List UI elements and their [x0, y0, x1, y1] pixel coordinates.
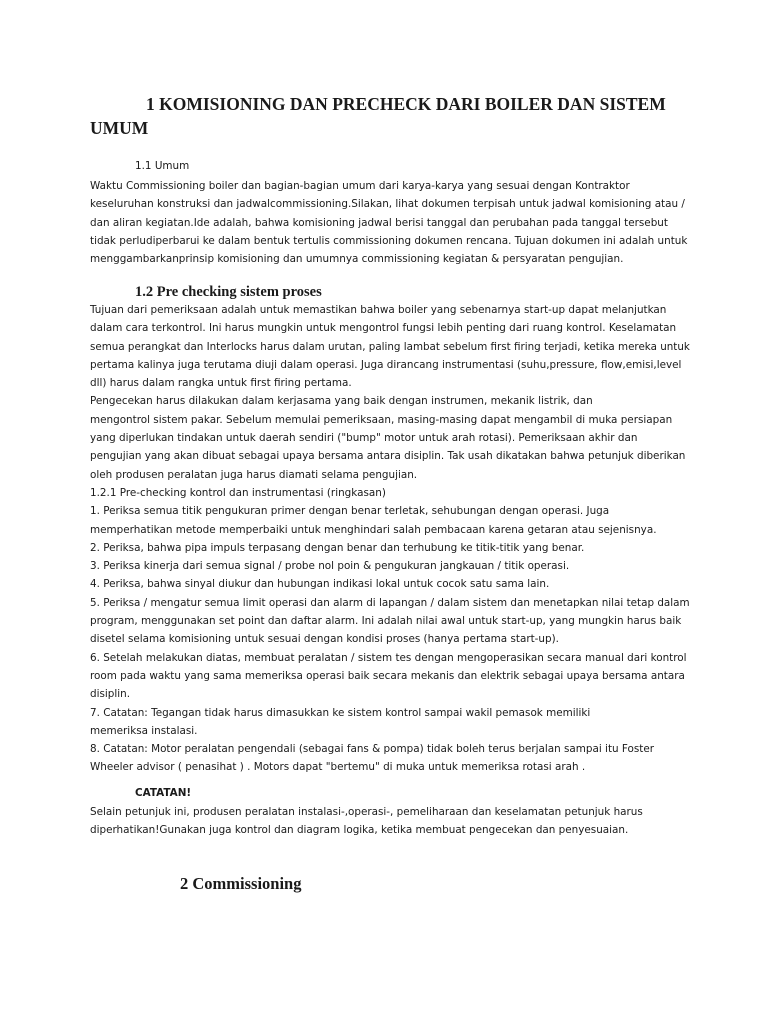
list-item: 6. Setelah melakukan diatas, membuat peralatan / sistem tes dengan mengoperasikan secara manual dari kontrol: [90, 651, 687, 664]
list-item: memeriksa instalasi.: [90, 724, 198, 737]
paragraph-line: yang diperlukan tindakan untuk daerah sendiri ("bump" motor untuk arah rotasi). Pemeriksaan akhir dan: [90, 432, 638, 445]
paragraph-line: dan aliran kegiatan.Ide adalah, bahwa komisioning jadwal berisi tanggal dan perubahan pada tanggal tersebut: [90, 216, 668, 229]
paragraph-line: Pengecekan harus dilakukan dalam kerjasama yang baik dengan instrumen, mekanik listrik, dan: [90, 395, 593, 408]
list-item: Wheeler advisor ( penasihat ) . Motors dapat "bertemu" di muka untuk memeriksa rotasi arah .: [90, 761, 586, 774]
list-item: room pada waktu yang sama memeriksa operasi baik secara mekanis dan elektrik sebagai upaya bersama antara: [90, 669, 685, 682]
paragraph-line: Selain petunjuk ini, produsen peralatan instalasi-,operasi-, pemeliharaan dan keselamatan petunjuk harus: [90, 806, 643, 818]
list-item: 1. Periksa semua titik pengukuran primer dengan benar terletak, sehubungan dengan operasi. Juga: [90, 505, 610, 518]
paragraph-line: diperhatikan!Gunakan juga kontrol dan diagram logika, ketika membuat pengecekan dan penyesuaian.: [90, 824, 629, 837]
paragraph-line: oleh produsen peralatan juga harus diamati selama pengujian.: [90, 468, 418, 481]
paragraph-line: tidak perludiperbarui ke dalam bentuk tertulis commissioning dokumen rencana. Tujuan dokumen ini adalah untuk: [90, 234, 688, 247]
document-title: 1 KOMISIONING DAN PRECHECK DARI BOILER DAN SISTEM UMUM: [90, 94, 666, 138]
list-item: 8. Catatan: Motor peralatan pengendali (sebagai fans & pompa) tidak boleh terus berjalan sampai itu Foster: [90, 743, 655, 756]
section-1-2-body: [90, 301, 690, 777]
paragraph-line: keseluruhan konstruksi dan jadwalcommissioning.Silakan, lihat dokumen terpisah untuk jadwal komisioning atau /: [90, 198, 685, 211]
catatan-heading: CATATAN!: [135, 787, 192, 799]
list-item: 7. Catatan: Tegangan tidak harus dimasukkan ke sistem kontrol sampai wakil pemasok memiliki: [90, 706, 591, 719]
list-item: disiplin.: [90, 688, 131, 701]
catatan-body: [90, 803, 690, 840]
section-1-2-heading: 1.2 Pre checking sistem proses: [135, 284, 322, 300]
paragraph-line: semua perangkat dan Interlocks harus dalam urutan, paling lambat sebelum first firing terjadi, ketika mereka untuk: [90, 340, 690, 353]
section-2-heading: 2 Commissioning: [180, 874, 302, 893]
paragraph-line: Tujuan dari pemeriksaan adalah untuk memastikan bahwa boiler yang sebenarnya start-up dapat melanjutkan: [90, 304, 667, 316]
subsection-heading: 1.2.1 Pre-checking kontrol dan instrumentasi (ringkasan): [90, 486, 386, 499]
list-item: memperhatikan metode memperbaiki untuk menghindari salah pembacaan karena getaran atau sejenisnya.: [90, 523, 657, 536]
section-1-1-body: [90, 177, 690, 268]
paragraph-line: menggambarkanprinsip komisioning dan umumnya commissioning kegiatan & persyaratan pengujian.: [90, 253, 624, 266]
list-item: 5. Periksa / mengatur semua limit operasi dan alarm di lapangan / dalam sistem dan menetapkan nilai tetap dalam: [90, 596, 690, 609]
list-item: 3. Periksa kinerja dari semua signal / probe nol poin & pengukuran jangkauan / titik operasi.: [90, 560, 570, 573]
section-1-1-heading: 1.1 Umum: [135, 160, 190, 172]
paragraph-line: dll) harus dalam rangka untuk first firing pertama.: [90, 377, 352, 390]
paragraph-line: pertama kalinya juga terutama diuji dalam operasi. Juga dirancang instrumentasi (suhu,pressure, flow,emisi,level: [90, 358, 682, 371]
list-item: disetel selama komisioning untuk sesuai dengan kondisi proses (hanya pertama start-up).: [90, 633, 559, 646]
paragraph-line: pengujian yang akan dibuat sebagai upaya bersama antara disiplin. Tak usah dikatakan bahwa petunjuk diberikan: [90, 450, 686, 463]
paragraph-line: Waktu Commissioning boiler dan bagian-bagian umum dari karya-karya yang sesuai dengan Kontraktor: [90, 180, 630, 192]
list-item: program, menggunakan set point dan daftar alarm. Ini adalah nilai awal untuk start-up, yang mungkin harus baik: [90, 615, 682, 628]
paragraph-line: mengontrol sistem pakar. Sebelum memulai pemeriksaan, masing-masing dapat mengambil di muka persiapan: [90, 413, 673, 426]
paragraph-line: dalam cara terkontrol. Ini harus mungkin untuk mengontrol fungsi lebih penting dari ruang kontrol. Keselamatan: [90, 322, 677, 335]
list-item: 4. Periksa, bahwa sinyal diukur dan hubungan indikasi lokal untuk cocok satu sama lain.: [90, 578, 550, 591]
list-item: 2. Periksa, bahwa pipa impuls terpasang dengan benar dan terhubung ke titik-titik yang benar.: [90, 541, 585, 554]
